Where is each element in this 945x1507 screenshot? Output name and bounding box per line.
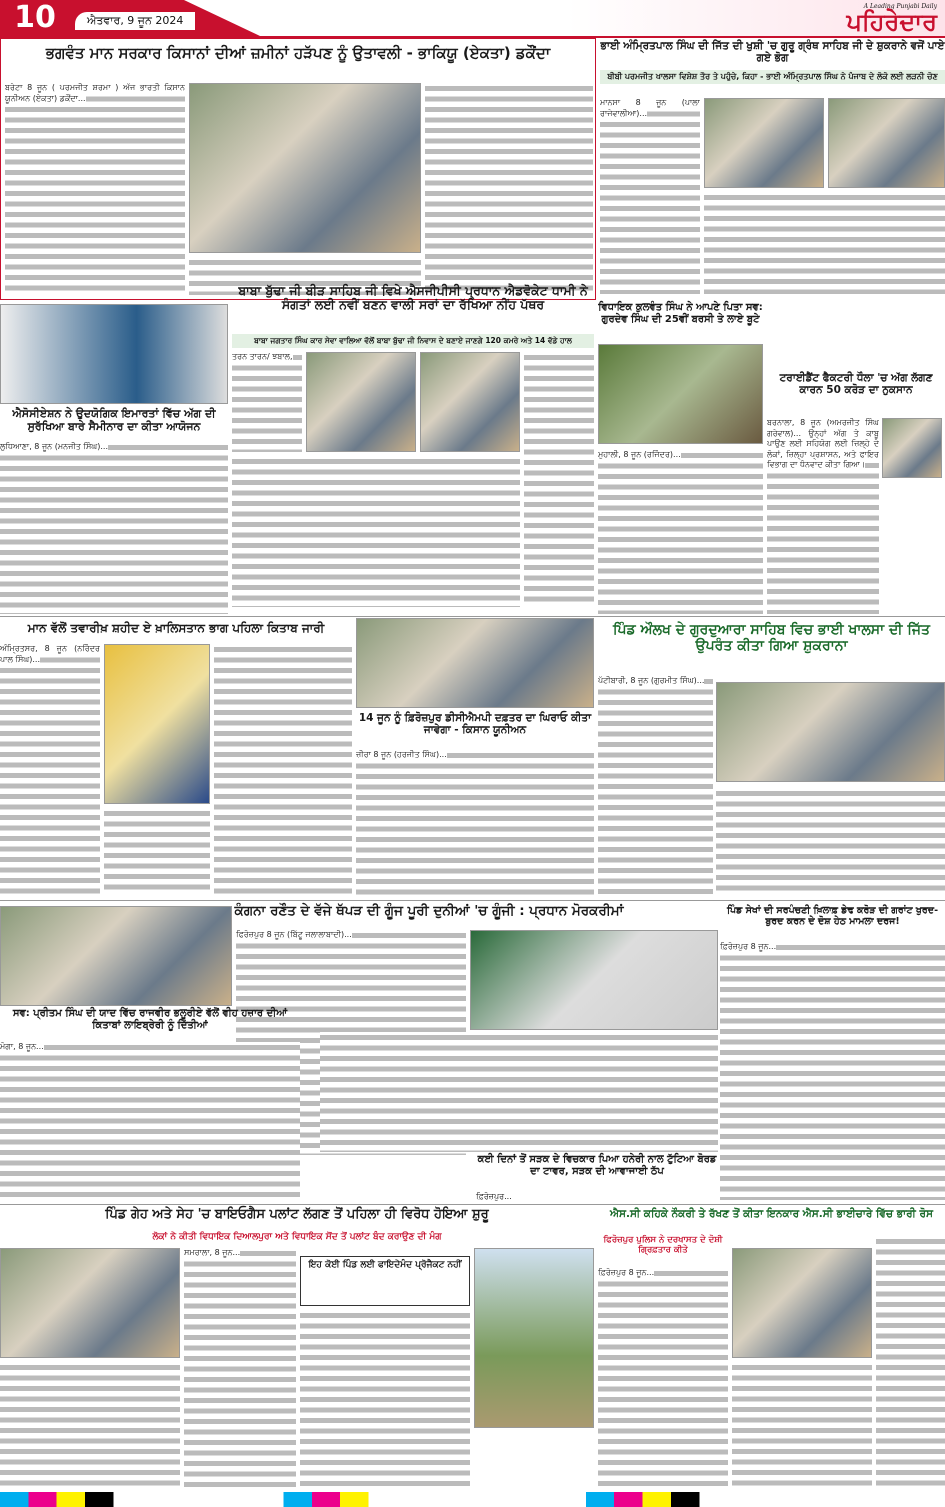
article-body-cont xyxy=(704,192,945,294)
article-body: ਫ਼ਿਰੋਜ਼ਪੁਰ 8 ਜੂਨ... xyxy=(598,1268,728,1488)
article-farmers-land xyxy=(0,38,596,300)
subheadline: ਬੀਬੀ ਪਰਮਜੀਤ ਖਾਲਸਾ ਵਿਸ਼ੇਸ਼ ਤੌਰ ਤੇ ਪਹੁੰਚੇ, ਕਿਹਾ - ਭਾਈ ਅੰਮ੍ਰਿਤਪਾਲ ਸਿੰਘ ਨੇ ਪੰਜਾਬ ਦੇ ਲੋਕੋ ਲਈ ਲੜਨੀ ਚੋਣ xyxy=(600,70,945,84)
issue-date: ਐਤਵਾਰ, 9 ਜੂਨ 2024 xyxy=(75,12,195,30)
article-body-cont2 xyxy=(732,1362,872,1488)
article-body-cont xyxy=(524,352,594,607)
article-body-cont xyxy=(425,83,593,295)
headline: ਭਗਵੰਤ ਮਾਨ ਸਰਕਾਰ ਕਿਸਾਨਾਂ ਦੀਆਂ ਜ਼ਮੀਨਾਂ ਹੜੱਪਣ ਨੂੰ ਉਤਾਵਲੀ - ਭਾਕਿਯੂ (ਏਕਤਾ) ਡਕੌਂਦਾ xyxy=(45,44,551,62)
library-photo xyxy=(0,906,232,1006)
union-meeting-photo xyxy=(356,618,594,708)
article-body: ਜ਼ੀਰਾ 8 ਜੂਨ (ਹਰਜੀਤ ਸਿੰਘ)... xyxy=(356,750,594,896)
headline: ਪਿੰਡ ਸੇਖਾਂ ਦੀ ਸਰਪੰਚਣੀ ਖ਼ਿਲਾਫ਼ ਡੇਢ ਕਰੋੜ ਦੀ ਗਰਾਂਟ ਖੁਰਦ-ਬੁਰਦ ਕਰਨ ਦੇ ਦੋਸ਼ ਹੇਠ ਮਾਮਲਾ ਦਰਜ! xyxy=(726,905,939,927)
article-farmers-gherao xyxy=(356,618,594,898)
bhog-photo-1 xyxy=(704,98,824,188)
headline: ਬਾਬਾ ਬੁੱਢਾ ਜੀ ਬੀੜ ਸਾਹਿਬ ਜੀ ਵਿਖੇ ਐਸਜੀਪੀਸੀ ਪ੍ਰਧਾਨ ਐਡਵੋਕੇਟ ਧਾਮੀ ਨੇ ਸੰਗਤਾਂ ਲਈ ਨਵੀਂ ਬਣਨ ਵਾਲੀ ਸਰਾਂ ਦਾ ਰੱਖਿਆ ਨੀਂਹ ਪੱਥਰ xyxy=(238,283,588,313)
callout-text: ਇਹ ਕੋਈ ਪਿੰਡ ਲਈ ਫਾਇਦੇਮੰਦ ਪ੍ਰੋਜੈਕਟ ਨਹੀਂ xyxy=(308,1260,462,1270)
article-body: ਲੁਧਿਆਣਾ, 8 ਜੂਨ (ਮਨਜੀਤ ਸਿੰਘ)... xyxy=(0,442,228,614)
plant-site-photo xyxy=(474,1248,594,1428)
tree-planting-photo xyxy=(598,344,763,444)
page-number: 10 xyxy=(0,0,70,36)
headline: ਸਵ: ਪ੍ਰੀਤਮ ਸਿੰਘ ਦੀ ਯਾਦ ਵਿੱਚ ਰਾਜਵੀਰ ਭਲੂਰੀਏ ਵੱਲੋਂ ਵੀਹ ਹਜ਼ਾਰ ਦੀਆਂ ਕਿਤਾਬਾਂ ਲਾਇਬ੍ਰੇਰੀ ਨੂੰ ਦਿੱਤੀਆਂ xyxy=(12,1008,288,1031)
article-khalistan-book xyxy=(0,618,352,898)
sgpc-photo-1 xyxy=(306,352,416,452)
bhog-photo-2 xyxy=(828,98,945,188)
headline: ਪਿੰਡ ਔਲਖ ਦੇ ਗੁਰਦੁਆਰਾ ਸਾਹਿਬ ਵਿਚ ਭਾਈ ਖਾਲਸਾ ਦੀ ਜਿੱਤ ਉਪਰੰਤ ਕੀਤਾ ਗਿਆ ਸ਼ੁਕਰਾਨਾ xyxy=(613,622,930,655)
article-body: ਫ਼ਿਰੋਜ਼ਪੁਰ... xyxy=(476,1192,512,1201)
article-body-cont xyxy=(716,788,945,896)
article-body-cont xyxy=(320,1032,718,1152)
article-body: ਪੱਟੀਬਾਰੀ, 8 ਜੂਨ (ਗੁਰਮੀਤ ਸਿੰਘ)... xyxy=(598,676,713,896)
divider xyxy=(0,900,945,901)
article-amritpal-bhog xyxy=(600,38,945,296)
article-aulakh-gurdwara xyxy=(598,618,945,898)
divider xyxy=(0,1204,945,1205)
article-body: ਸਮਰਾਲਾ, 8 ਜੂਨ... xyxy=(184,1248,296,1488)
villagers-photo xyxy=(0,1248,180,1358)
headline: ਵਿਧਾਇਕ ਕੁਲਵੰਤ ਸਿੰਘ ਨੇ ਆਪਣੇ ਪਿਤਾ ਸਵ: ਗੁਰਦੇਵ ਸਿੰਘ ਦੀ 25ਵੀਂ ਬਰਸੀ ਤੇ ਲਾਏ ਬੂਟੇ xyxy=(598,302,763,325)
article-body-cont xyxy=(876,1236,945,1488)
divider xyxy=(0,616,945,617)
headline: ਟਰਾਈਡੈਂਟ ਫੈਕਟਰੀ ਧੌਲਾ 'ਚ ਅੱਗ ਲੱਗਣ ਕਾਰਨ 50 ਕਰੋੜ ਦਾ ਨੁਕਸਾਨ xyxy=(779,372,933,397)
gurdwara-photo xyxy=(716,682,945,782)
tagline: A Leading Punjabi Daily xyxy=(863,3,937,10)
kangana-protest-photo xyxy=(470,930,718,1030)
article-body: ਮਾਨਸਾ 8 ਜੂਨ (ਪਾਲਾ ਰਾਜੇਵਾਲੀਆ)... xyxy=(600,98,700,294)
headline: ਮਾਨ ਵੱਲੋਂ ਤਵਾਰੀਖ਼ ਸ਼ਹੀਦ ਏ ਖ਼ਾਲਿਸਤਾਨ ਭਾਗ ਪਹਿਲਾ ਕਿਤਾਬ ਜਾਰੀ xyxy=(27,621,325,635)
article-body: ਫਿਰੋਜ਼ਪੁਰ 8 ਜੂਨ (ਬਿੱਟੂ ਜਲਾਲਾਬਾਦੀ)... xyxy=(236,930,466,1155)
article-body: ਬਰੇਟਾ 8 ਜੂਨ ( ਪਰਮਜੀਤ ਸ਼ਰਮਾ ) ਅੱਜ ਭਾਰਤੀ ਕਿਸਾਨ ਯੂਨੀਅਨ (ਏਕਤਾ) ਡਕੌਂਦਾ... xyxy=(5,83,185,295)
article-body-cont2 xyxy=(300,1310,470,1488)
headline: ਐਸੋਸੀਏਸ਼ਨ ਨੇ ਉਦਯੋਗਿਕ ਇਮਾਰਤਾਂ ਵਿੱਚ ਅੱਗ ਦੀ ਸੁਰੱਖਿਆ ਬਾਰੇ ਸੈਮੀਨਾਰ ਦਾ ਕੀਤਾ ਆਯੋਜਨ xyxy=(12,407,216,433)
callout-box xyxy=(300,1256,470,1306)
article-body: ਫ਼ਿਰੋਜ਼ਪੁਰ 8 ਜੂਨ... xyxy=(720,942,945,1200)
article-body-cont xyxy=(214,644,352,894)
portrait-photo xyxy=(882,418,942,478)
article-body: ਬਰਨਾਲਾ, 8 ਜੂਨ (ਅਮਰਜੀਤ ਸਿੰਘ ਗਰੇਵਾਲ)... ਉਨ੍ਹਾਂ ਅੱਗ ਤੇ ਕਾਬੂ ਪਾਉਣ ਲਈ ਸਹਿਯੋਗ ਲਈ ਜ਼ਿਲ੍ਹੇ ਦੇ ਲੋਕਾਂ, ਜ਼ਿਲ੍ਹਾ ਪ੍ਰਸ਼ਾਸਨ, ਅਤੇ ਫਾਇਰ ਵਿਭਾਗ ਦਾ ਧੰਨਵਾਦ ਕੀਤਾ ਗਿਆ। xyxy=(767,418,879,614)
article-body: ਮੋਗਾ, 8 ਜੂਨ... xyxy=(0,1042,300,1202)
article-body-cont2 xyxy=(232,456,520,607)
article-body-cont2 xyxy=(104,808,210,894)
headline: ਕੰਗਨਾ ਰਣੌਤ ਦੇ ਵੱਜੇ ਥੱਪੜ ਦੀ ਗੂੰਜ ਪੂਰੀ ਦੁਨੀਆਂ 'ਚ ਗੂੰਜੀ : ਪ੍ਰਧਾਨ ਮੋਰਕਰੀਮਾਂ xyxy=(234,903,624,919)
print-registration-bar xyxy=(0,1492,945,1507)
article-body: ਅੰਮ੍ਰਿਤਸਰ, 8 ਜੂਨ (ਨਰਿੰਦਰ ਪਾਲ ਸਿੰਘ)... xyxy=(0,644,100,894)
headline: ਪਿੰਡ ਗੇਹ ਅਤੇ ਸੇਹ 'ਚ ਬਾਇਓਗੈਸ ਪਲਾਂਟ ਲੱਗਣ ਤੋਂ ਪਹਿਲਾ ਹੀ ਵਿਰੋਧ ਹੋਇਆ ਸ਼ੁਰੂ xyxy=(105,1207,489,1222)
article-fire-seminar xyxy=(0,304,228,616)
masthead-logo: ਪਹਿਰੇਦਾਰ xyxy=(846,8,937,36)
article-sekhan-sarpanch xyxy=(720,906,945,1202)
book-release-photo xyxy=(104,644,210,804)
headline: ਕਈ ਦਿਨਾਂ ਤੋਂ ਸੜਕ ਦੇ ਵਿਚਕਾਰ ਪਿਆ ਹਨੇਰੀ ਨਾਲ ਟੁੱਟਿਆ ਬੋਰਡ ਦਾ ਟਾਵਰ, ਸੜਕ ਦੀ ਆਵਾਜਾਈ ਠੱਪ xyxy=(477,1154,717,1177)
page-header xyxy=(0,0,945,36)
article-biogas-plant xyxy=(0,1206,594,1490)
article-trident-fire xyxy=(767,372,945,616)
article-mla-trees xyxy=(598,300,763,616)
headline: ਭਾਈ ਅੰਮ੍ਰਿਤਪਾਲ ਸਿੰਘ ਦੀ ਜਿੱਤ ਦੀ ਖੁਸ਼ੀ 'ਚ ਗੁਰੂ ਗ੍ਰੰਥ ਸਾਹਿਬ ਜੀ ਦੇ ਸ਼ੁਕਰਾਨੇ ਵਜੋਂ ਪਾਏ ਗਏ ਭੋਗ xyxy=(600,40,945,65)
subheadline: ਲੋਕਾਂ ਨੇ ਕੀਤੀ ਵਿਧਾਇਕ ਦਿਆਲਪੁਰਾ ਅਤੇ ਵਿਧਾਇਕ ਸੋਂਦ ਤੋਂ ਪਲਾਂਟ ਬੰਦ ਕਰਾਉਣ ਦੀ ਮੰਗ xyxy=(0,1230,594,1244)
protest-group-photo xyxy=(732,1248,872,1358)
seminar-photo xyxy=(0,304,228,404)
article-body-cont xyxy=(0,1362,180,1488)
article-sc-job-denied xyxy=(598,1206,945,1490)
sgpc-photo-2 xyxy=(420,352,520,452)
article-sgpc-sarai xyxy=(232,284,594,610)
side-headline: ਫਿਰੋਜ਼ਪੁਰ ਪੁਲਿਸ ਨੇ ਦਰਖਾਸਤ ਦੇ ਦੋਸ਼ੀ ਗ੍ਰਿਫ਼ਤਾਰ ਕੀਤੇ xyxy=(603,1235,723,1255)
headline: ਐਸ.ਸੀ ਕਹਿਕੇ ਨੌਕਰੀ ਤੇ ਰੱਖਣ ਤੋਂ ਕੀਤਾ ਇਨਕਾਰ ਐਸ.ਸੀ ਭਾਈਚਾਰੇ ਵਿੱਚ ਭਾਰੀ ਰੋਸ xyxy=(610,1208,933,1220)
headline: 14 ਜੂਨ ਨੂੰ ਫ਼ਿਰੋਜ਼ਪੁਰ ਡੀਸੀਐਮਪੀ ਦਫ਼ਤਰ ਦਾ ਘਿਰਾਓ ਕੀਤਾ ਜਾਵੇਗਾ - ਕਿਸਾਨ ਯੂਨੀਅਨ xyxy=(358,712,592,737)
subheadline: ਬਾਬਾ ਜਗਤਾਰ ਸਿੰਘ ਕਾਰ ਸੇਵਾ ਵਾਲਿਆ ਵੱਲੋਂ ਬਾਬਾ ਬੁੱਢਾ ਜੀ ਨਿਵਾਸ ਦੇ ਬਣਾਏ ਜਾਣਗੇ 120 ਕਮਰੇ ਅਤੇ 14 ਵੱਡੇ ਹਾਲ xyxy=(232,334,594,348)
article-body: ਤਰਨ ਤਾਰਨ/ ਝਬਾਲ, xyxy=(232,352,302,452)
protest-photo xyxy=(189,83,421,253)
article-road-tower xyxy=(476,1154,718,1204)
article-library-books xyxy=(0,1008,300,1204)
article-body: ਮੁਹਾਲੀ, 8 ਜੂਨ (ਰਜਿੰਦਰ)... xyxy=(598,450,763,614)
